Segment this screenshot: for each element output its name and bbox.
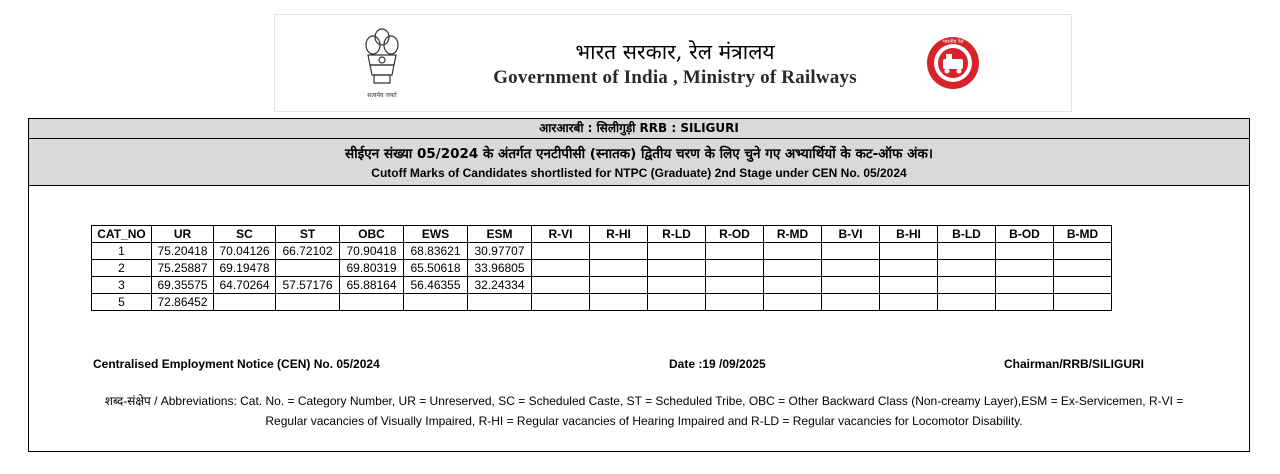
table-cell xyxy=(590,243,648,260)
signatory: Chairman/RRB/SILIGURI xyxy=(1004,357,1145,371)
table-cell xyxy=(764,243,822,260)
table-row xyxy=(92,260,1112,277)
table-cell xyxy=(880,260,938,277)
column-header: ESM xyxy=(468,226,532,243)
table-row xyxy=(92,294,1112,311)
table-cell xyxy=(532,260,590,277)
ministry-title xyxy=(425,39,925,91)
table-cell xyxy=(276,294,340,311)
table-cell xyxy=(880,277,938,294)
table-cell xyxy=(532,277,590,294)
table-cell xyxy=(938,243,996,260)
table-cell: 69.35575 xyxy=(152,277,214,294)
table-cell xyxy=(996,277,1054,294)
column-header: R-OD xyxy=(706,226,764,243)
column-header: EWS xyxy=(404,226,468,243)
column-header: R-MD xyxy=(764,226,822,243)
table-cell xyxy=(404,294,468,311)
column-header: B-OD xyxy=(996,226,1054,243)
table-cell xyxy=(996,243,1054,260)
table-cell xyxy=(764,277,822,294)
ministry-title-english: Government of India , Ministry of Railways xyxy=(493,67,857,88)
table-cell xyxy=(938,294,996,311)
table-cell: 65.88164 xyxy=(340,277,404,294)
table-cell: 33.96805 xyxy=(468,260,532,277)
table-cell xyxy=(648,294,706,311)
table-cell xyxy=(590,277,648,294)
cen-number: Centralised Employment Notice (CEN) No. 05/2024 xyxy=(93,357,380,371)
table-cell xyxy=(880,243,938,260)
table-cell xyxy=(764,294,822,311)
svg-text:सत्यमेव जयते: सत्यमेव जयते xyxy=(367,92,397,99)
national-emblem-icon xyxy=(360,25,404,103)
table-cell xyxy=(706,260,764,277)
table-cell xyxy=(648,260,706,277)
table-row xyxy=(92,243,1112,260)
svg-text:भारतीय रेल: भारतीय रेल xyxy=(942,39,964,45)
table-body xyxy=(92,243,1112,311)
table-cell: 66.72102 xyxy=(276,243,340,260)
table-cell xyxy=(648,277,706,294)
abbreviations-note: शब्द-संक्षेप / Abbreviations: Cat. No. = Category Number, UR = Unreserved, SC = Scheduled Caste, ST = Scheduled Tribe, OBC = Other Backward Class (Non-creamy Layer),ESM = Ex-Servicemen, R-VI = Regular vacancies of Visually Impaired, R-HI = Regular vacancies of Hearing Impaired and R-LD = Regular vacancies for Locomotor Disability. xyxy=(104,394,1184,428)
table-cell xyxy=(1054,294,1112,311)
column-header: ST xyxy=(276,226,340,243)
table-cell: 5 xyxy=(92,294,152,311)
column-header: R-HI xyxy=(590,226,648,243)
table-cell xyxy=(938,260,996,277)
table-cell xyxy=(340,294,404,311)
table-cell xyxy=(1054,243,1112,260)
table-cell: 2 xyxy=(92,260,152,277)
indian-railways-logo-icon xyxy=(925,35,981,91)
table-cell xyxy=(822,277,880,294)
ministry-title-hindi: भारत सरकार, रेल मंत्रालय xyxy=(575,40,775,64)
table-cell xyxy=(648,243,706,260)
table-cell: 69.80319 xyxy=(340,260,404,277)
table-cell: 70.90418 xyxy=(340,243,404,260)
notice-title-hindi: सीईएन संख्या 05/2024 के अंतर्गत एनटीपीसी (स्नातक) द्वितीय चरण के लिए चुने गए अभ्यार्थियों के कट-ऑफ अंक। xyxy=(345,146,933,162)
table-cell: 64.70264 xyxy=(214,277,276,294)
table-cell: 65.50618 xyxy=(404,260,468,277)
table-row xyxy=(92,277,1112,294)
table-cell xyxy=(468,294,532,311)
cutoff-table xyxy=(91,225,1112,311)
table-cell: 75.20418 xyxy=(152,243,214,260)
column-header: SC xyxy=(214,226,276,243)
column-header: B-LD xyxy=(938,226,996,243)
column-header: UR xyxy=(152,226,214,243)
column-header: B-VI xyxy=(822,226,880,243)
table-cell xyxy=(822,243,880,260)
table-cell xyxy=(996,294,1054,311)
table-cell xyxy=(532,294,590,311)
table-cell xyxy=(1054,277,1112,294)
column-header: OBC xyxy=(340,226,404,243)
table-cell: 1 xyxy=(92,243,152,260)
column-header: R-VI xyxy=(532,226,590,243)
table-cell: 30.97707 xyxy=(468,243,532,260)
table-cell xyxy=(822,294,880,311)
table-cell xyxy=(996,260,1054,277)
table-cell xyxy=(822,260,880,277)
table-cell: 70.04126 xyxy=(214,243,276,260)
board-name: आरआरबी : सिलीगुड़ी RRB : SILIGURI xyxy=(29,119,1249,139)
table-cell xyxy=(706,277,764,294)
column-header: B-MD xyxy=(1054,226,1112,243)
table-cell xyxy=(214,294,276,311)
notice-title xyxy=(29,139,1249,186)
table-cell: 72.86452 xyxy=(152,294,214,311)
table-cell xyxy=(938,277,996,294)
table-cell xyxy=(880,294,938,311)
ministry-banner xyxy=(274,14,1072,112)
column-header: B-HI xyxy=(880,226,938,243)
column-header: R-LD xyxy=(648,226,706,243)
table-header-row xyxy=(92,226,1112,243)
notice-date: Date :19 /09/2025 xyxy=(669,357,766,371)
table-cell xyxy=(590,260,648,277)
table-cell xyxy=(1054,260,1112,277)
table-cell: 68.83621 xyxy=(404,243,468,260)
table-cell: 32.24334 xyxy=(468,277,532,294)
cutoff-notice xyxy=(28,118,1250,452)
table-cell: 3 xyxy=(92,277,152,294)
table-cell xyxy=(276,260,340,277)
table-cell: 56.46355 xyxy=(404,277,468,294)
table-cell xyxy=(532,243,590,260)
table-cell: 69.19478 xyxy=(214,260,276,277)
table-cell: 57.57176 xyxy=(276,277,340,294)
table-cell xyxy=(590,294,648,311)
notice-title-english: Cutoff Marks of Candidates shortlisted for NTPC (Graduate) 2nd Stage under CEN No. 05/2024 xyxy=(371,166,907,180)
column-header: CAT_NO xyxy=(92,226,152,243)
table-cell: 75.25887 xyxy=(152,260,214,277)
table-cell xyxy=(764,260,822,277)
table-cell xyxy=(706,243,764,260)
table-cell xyxy=(706,294,764,311)
